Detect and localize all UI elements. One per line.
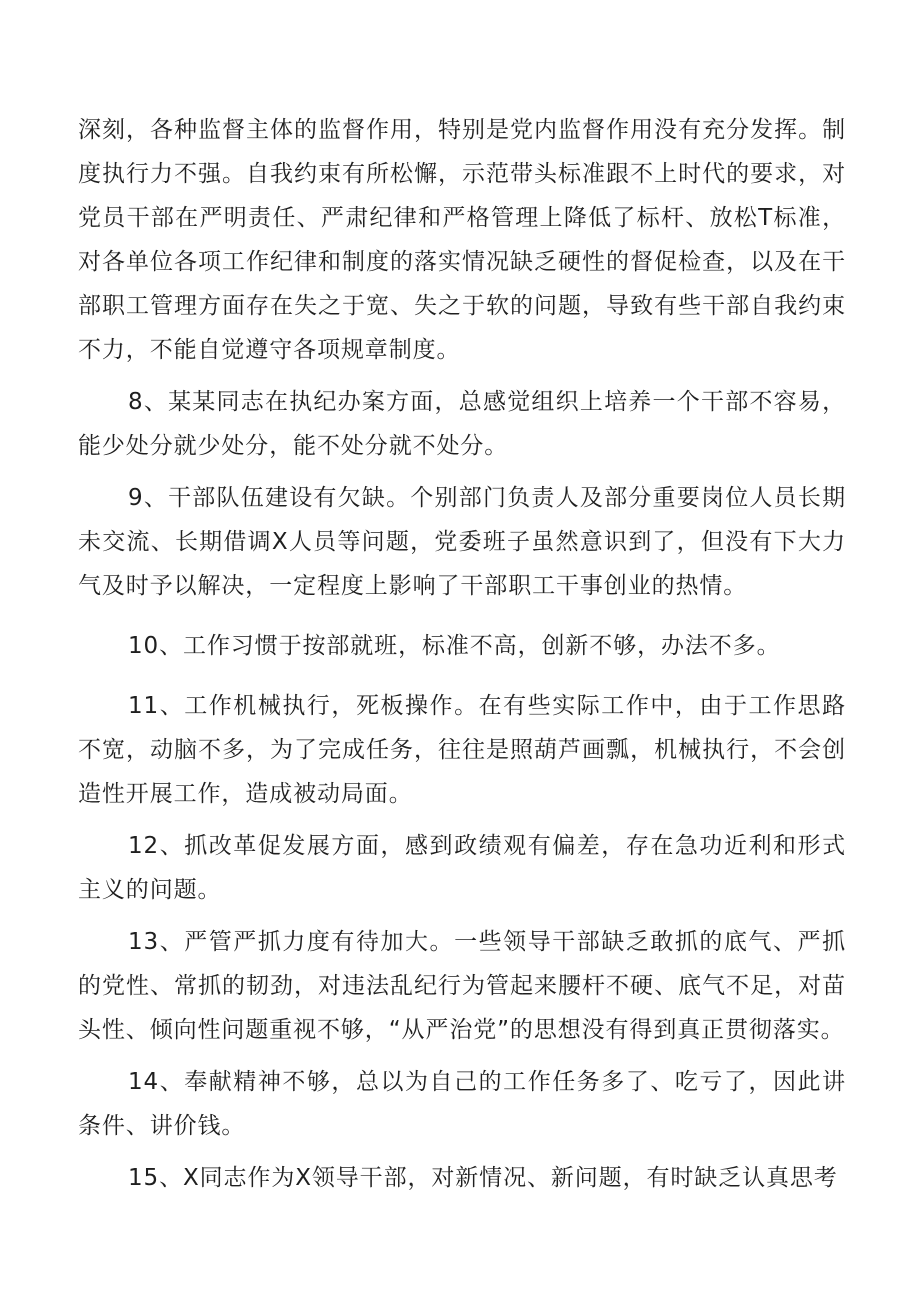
paragraph-item-12: 12、抓改革促发展方面，感到政绩观有偏差，存在急功近利和形式主义的问题。 bbox=[78, 833, 846, 903]
paragraph-item-14: 14、奉献精神不够，总以为自己的工作任务多了、吃亏了，因此讲条件、讲价钱。 bbox=[78, 1069, 846, 1139]
paragraph-item-10: 10、工作习惯于按部就班，标准不高，创新不够，办法不多。 bbox=[128, 633, 781, 659]
document-body bbox=[78, 108, 846, 1200]
paragraph-item-9: 9、干部队伍建设有欠缺。个别部门负责人及部分重要岗位人员长期未交流、长期借调X人员等问题，党委班子虽然意识到了，但没有下大力气及时予以解决，一定程度上影响了干部职工干事创业的热情。 bbox=[78, 485, 846, 599]
paragraph-item-13: 13、严管严抓力度有待加大。一些领导干部缺乏敢抓的底气、严抓的党性、常抓的韧劲，对违法乱纪行为管起来腰杆不硬、底气不足，对苗头性、倾向性问题重视不够，“从严治党”的思想没有得到真正贯彻落实。 bbox=[78, 929, 846, 1043]
paragraph-item-8: 8、某某同志在执纪办案方面，总感觉组织上培养一个干部不容易，能少处分就少处分，能不处分就不处分。 bbox=[78, 389, 846, 459]
paragraph-item-11: 11、工作机械执行，死板操作。在有些实际工作中，由于工作思路不宽，动脑不多，为了完成任务，往往是照葫芦画瓢，机械执行，不会创造性开展工作，造成被动局面。 bbox=[78, 693, 846, 807]
paragraph-item-15: 15、X同志作为X领导干部，对新情况、新问题，有时缺乏认真思考 bbox=[128, 1165, 838, 1191]
paragraph-continuation: 深刻，各种监督主体的监督作用，特别是党内监督作用没有充分发挥。制度执行力不强。自我约束有所松懈，示范带头标准跟不上时代的要求，对党员干部在严明责任、严肃纪律和严格管理上降低了标杆、放松T标准，对各单位各项工作纪律和制度的落实情况缺乏硬性的督促检查，以及在干部职工管理方面存在失之于宽、失之于软的问题，导致有些干部自我约束不力，不能自觉遵守各项规章制度。 bbox=[78, 117, 846, 363]
